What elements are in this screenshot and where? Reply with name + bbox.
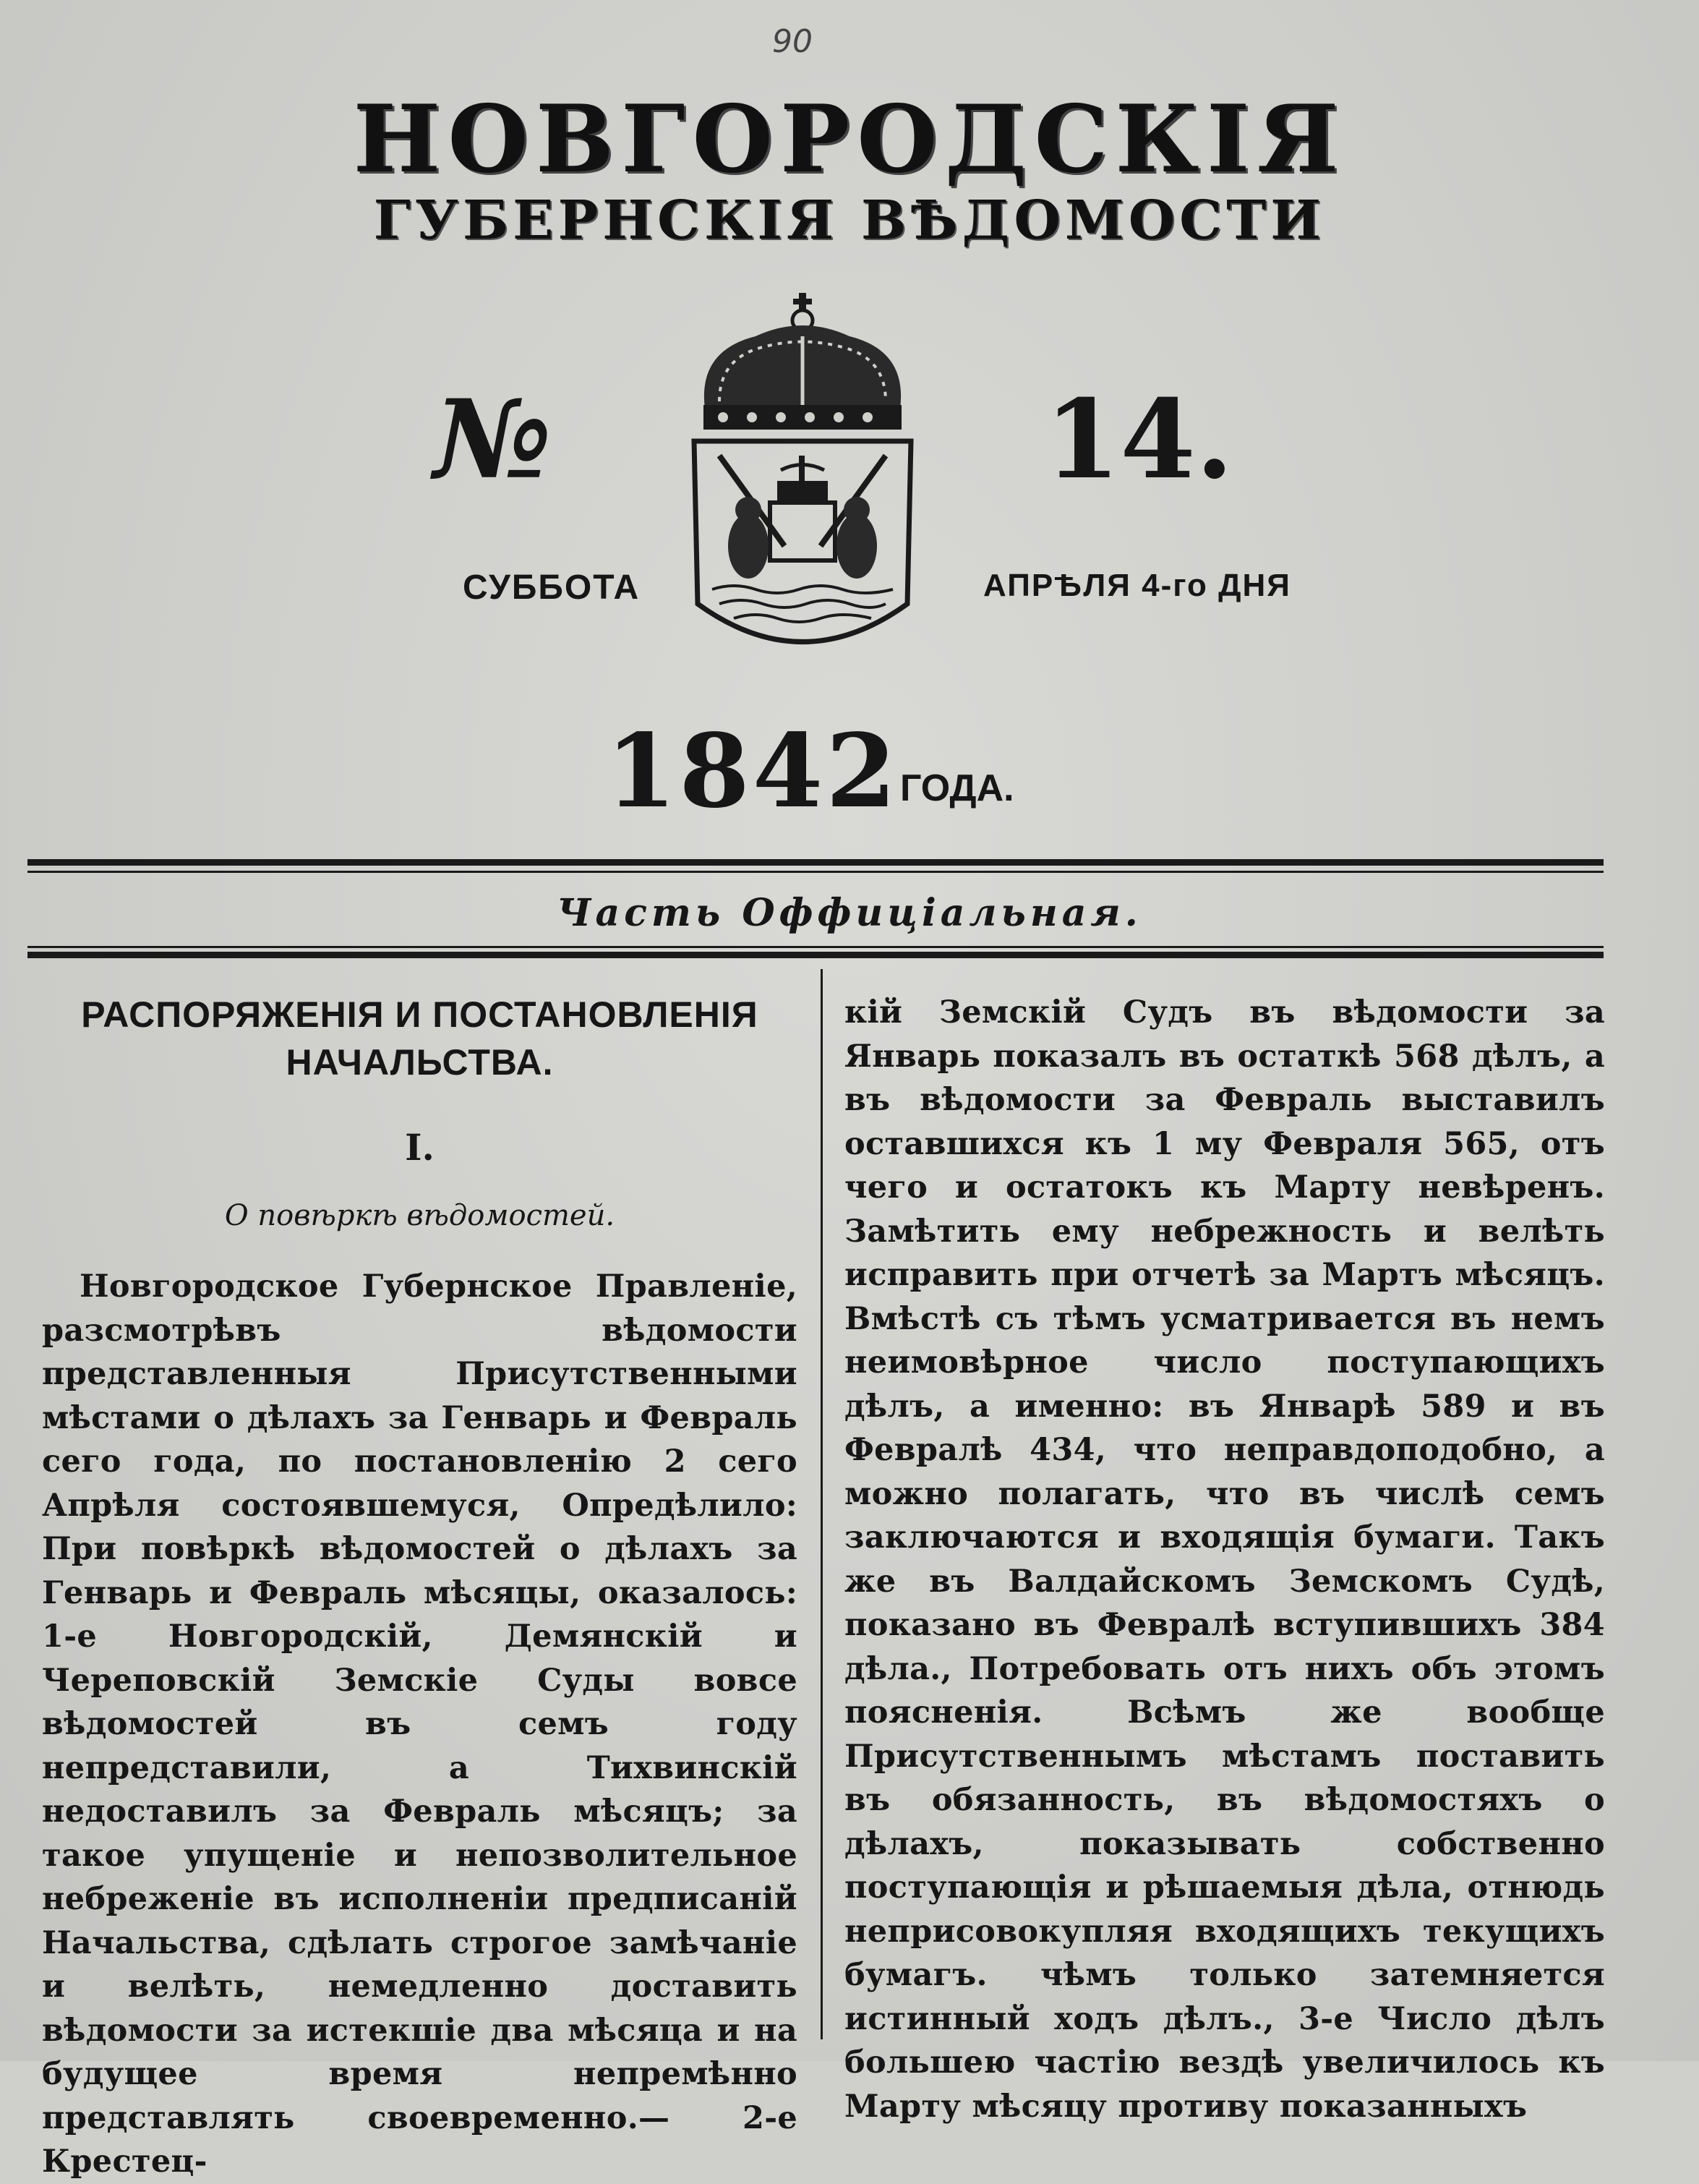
- left-column: [42, 991, 797, 2184]
- column-divider: [821, 969, 823, 2039]
- section-title: Часть Оффиціальная.: [557, 891, 1142, 935]
- right-column: [844, 991, 1605, 2128]
- article-heading-line1: РАСПОРЯЖЕНІЯ И ПОСТАНОВЛЕНІЯ: [81, 994, 758, 1035]
- bottom-rule-thin: [27, 946, 1604, 948]
- issue-sign: №: [434, 376, 552, 503]
- article-heading-line2: НАЧАЛЬСТВА.: [286, 1042, 554, 1083]
- article-number: I.: [405, 1126, 435, 1169]
- issue-number: 14.: [1045, 376, 1233, 503]
- novgorod-coat-of-arms-icon: [690, 286, 915, 669]
- year-word: ГОДА.: [900, 767, 1014, 809]
- article-text-right: кій Земскій Судъ въ вѣдомости за Январь показалъ въ остаткѣ 568 дѣлъ, а въ вѣдомости за Февраль выставилъ оставшихся къ 1 му Февраля 565, отъ чего и остатокъ къ Марту невѣренъ. Замѣтить ему небрежность и велѣть исправить при отчетѣ за Мартъ мѣсяцъ. Вмѣстѣ съ тѣмъ усматривается въ немъ неимовѣрное число поступающихъ дѣлъ, а именно: въ Январѣ 589 и въ Февралѣ 434, что неправдоподобно, а можно полагать, что въ числѣ семъ заключаются и входящія бумаги. Такъ же въ Валдайскомъ Земскомъ Судѣ, показано въ Февралѣ вступившихъ 384 дѣла., Потребовать отъ нихъ объ этомъ поясненія. Всѣмъ же вообще Присутственнымъ мѣстамъ поставить въ обязанность, въ вѣдомостяхъ о дѣлахъ, показывать собственно поступающія и рѣшаемыя дѣла, отнюдь неприсовокупляя входящихъ текущихъ бумагъ. чѣмъ только затемняется истинный ходъ дѣлъ., 3-е Число дѣлъ большею частію вездѣ увеличилось къ Марту мѣсяцу противу показанныхъ: [844, 994, 1605, 2125]
- top-rule-thick: [27, 859, 1604, 866]
- article-text-left: Новгородское Губернское Правленіе, разсмотрѣвъ вѣдомости представленныя Присутственными мѣстами о дѣлахъ за Генварь и Февраль сего года, по постановленію 2 сего Апрѣля состоявшемуся, Опредѣлило: При повѣркѣ вѣдомостей о дѣлахъ за Генварь и Февраль мѣсяцы, оказалось: 1-е Новгородскій, Демянскій и Череповскій Земскіе Суды вовсе вѣдомостей въ семъ году непредставили, а Тихвинскій недоставилъ за Февраль мѣсяцъ; за такое упущеніе и непозволительное небреженіе въ исполненіи предписаній Начальства, сдѣлать строгое замѣчаніе и велѣть, немедленно доставить вѣдомости за истекшіе два мѣсяца и на будущее время непремѣнно представлять своевременно.— 2-е Крестец-: [42, 1268, 797, 2180]
- top-rule-thin: [27, 871, 1604, 873]
- article-title: О повѣркѣ вѣдомостей.: [224, 1199, 615, 1232]
- page-number-handwritten: 90: [772, 23, 813, 60]
- issue-date: АПРѢЛЯ 4-го ДНЯ: [983, 568, 1291, 603]
- weekday: СУББОТА: [463, 568, 641, 607]
- newspaper-subtitle: ГУБЕРНСКІЯ ВѢДОМОСТИ: [373, 189, 1326, 252]
- issue-year: 1842: [606, 712, 899, 831]
- newspaper-title: НОВГОРОДСКІЯ: [353, 85, 1346, 194]
- bottom-rule-thick: [27, 952, 1604, 958]
